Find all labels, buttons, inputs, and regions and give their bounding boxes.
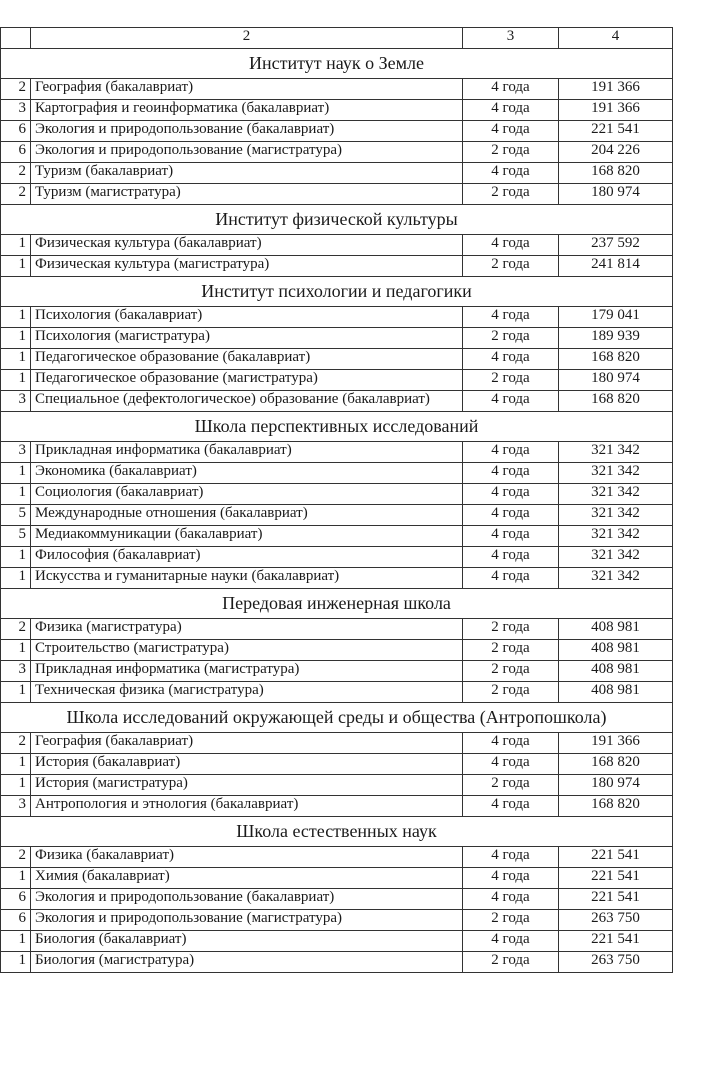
code-cell: 3	[1, 442, 31, 463]
code-cell: 3	[1, 796, 31, 817]
table-row	[1, 547, 673, 568]
duration-cell: 2 года	[463, 619, 559, 640]
code-cell: 1	[1, 931, 31, 952]
col-3-header: 3	[463, 28, 559, 49]
code-cell: 1	[1, 952, 31, 973]
program-name-cell: Психология (магистратура)	[31, 328, 463, 349]
table-row	[1, 640, 673, 661]
price-cell: 321 342	[559, 484, 673, 505]
section-header-row	[1, 49, 673, 79]
duration-cell: 4 года	[463, 463, 559, 484]
code-cell: 1	[1, 547, 31, 568]
program-name-cell: История (магистратура)	[31, 775, 463, 796]
code-cell: 2	[1, 733, 31, 754]
price-cell: 168 820	[559, 163, 673, 184]
table-row	[1, 349, 673, 370]
table-row	[1, 931, 673, 952]
duration-cell: 2 года	[463, 952, 559, 973]
duration-cell: 4 года	[463, 505, 559, 526]
duration-cell: 4 года	[463, 847, 559, 868]
duration-cell: 4 года	[463, 568, 559, 589]
table-row	[1, 100, 673, 121]
program-name-cell: География (бакалавриат)	[31, 733, 463, 754]
code-cell: 6	[1, 910, 31, 931]
program-name-cell: Техническая физика (магистратура)	[31, 682, 463, 703]
price-cell: 321 342	[559, 505, 673, 526]
price-cell: 221 541	[559, 121, 673, 142]
code-cell: 6	[1, 121, 31, 142]
table-row	[1, 505, 673, 526]
section-title: Передовая инженерная школа	[1, 589, 673, 619]
code-cell: 1	[1, 484, 31, 505]
price-cell: 408 981	[559, 619, 673, 640]
program-name-cell: Строительство (магистратура)	[31, 640, 463, 661]
price-cell: 221 541	[559, 868, 673, 889]
program-name-cell: Туризм (магистратура)	[31, 184, 463, 205]
duration-cell: 4 года	[463, 796, 559, 817]
code-cell: 2	[1, 847, 31, 868]
duration-cell: 4 года	[463, 754, 559, 775]
price-cell: 263 750	[559, 910, 673, 931]
program-name-cell: Физическая культура (бакалавриат)	[31, 235, 463, 256]
section-title: Школа исследований окружающей среды и общества (Антропошкола)	[1, 703, 673, 733]
program-name-cell: Физика (магистратура)	[31, 619, 463, 640]
table-row	[1, 484, 673, 505]
program-name-cell: Медиакоммуникации (бакалавриат)	[31, 526, 463, 547]
col-2-header: 2	[31, 28, 463, 49]
table-row	[1, 307, 673, 328]
code-cell: 2	[1, 163, 31, 184]
program-name-cell: Физическая культура (магистратура)	[31, 256, 463, 277]
table-row	[1, 775, 673, 796]
col-1-header	[1, 28, 31, 49]
section-header-row	[1, 589, 673, 619]
price-cell: 179 041	[559, 307, 673, 328]
table-row	[1, 733, 673, 754]
duration-cell: 2 года	[463, 256, 559, 277]
price-cell: 189 939	[559, 328, 673, 349]
program-name-cell: Физика (бакалавриат)	[31, 847, 463, 868]
col-4-header: 4	[559, 28, 673, 49]
code-cell: 1	[1, 256, 31, 277]
duration-cell: 2 года	[463, 184, 559, 205]
price-cell: 191 366	[559, 733, 673, 754]
table-row	[1, 256, 673, 277]
duration-cell: 2 года	[463, 775, 559, 796]
code-cell: 6	[1, 889, 31, 910]
table-row	[1, 184, 673, 205]
code-cell: 1	[1, 463, 31, 484]
duration-cell: 4 года	[463, 349, 559, 370]
duration-cell: 4 года	[463, 868, 559, 889]
code-cell: 5	[1, 526, 31, 547]
program-name-cell: Экология и природопользование (бакалавриат)	[31, 121, 463, 142]
code-cell: 1	[1, 775, 31, 796]
table-row	[1, 328, 673, 349]
code-cell: 1	[1, 868, 31, 889]
price-cell: 221 541	[559, 931, 673, 952]
duration-cell: 4 года	[463, 526, 559, 547]
table-row	[1, 682, 673, 703]
price-cell: 408 981	[559, 661, 673, 682]
program-name-cell: Туризм (бакалавриат)	[31, 163, 463, 184]
table-row	[1, 235, 673, 256]
program-name-cell: Прикладная информатика (бакалавриат)	[31, 442, 463, 463]
section-title: Школа естественных наук	[1, 817, 673, 847]
table-row	[1, 847, 673, 868]
table-row	[1, 121, 673, 142]
program-name-cell: Химия (бакалавриат)	[31, 868, 463, 889]
table-row	[1, 754, 673, 775]
price-cell: 408 981	[559, 640, 673, 661]
price-cell: 321 342	[559, 442, 673, 463]
program-name-cell: Педагогическое образование (магистратура)	[31, 370, 463, 391]
section-title: Институт наук о Земле	[1, 49, 673, 79]
price-cell: 408 981	[559, 682, 673, 703]
duration-cell: 2 года	[463, 910, 559, 931]
duration-cell: 4 года	[463, 79, 559, 100]
section-title: Институт психологии и педагогики	[1, 277, 673, 307]
price-cell: 321 342	[559, 526, 673, 547]
program-name-cell: Прикладная информатика (магистратура)	[31, 661, 463, 682]
code-cell: 3	[1, 661, 31, 682]
code-cell: 3	[1, 391, 31, 412]
table-row	[1, 661, 673, 682]
program-name-cell: Антропология и этнология (бакалавриат)	[31, 796, 463, 817]
table-row	[1, 163, 673, 184]
code-cell: 1	[1, 754, 31, 775]
table-row	[1, 370, 673, 391]
price-cell: 221 541	[559, 889, 673, 910]
tuition-table	[0, 27, 673, 973]
table-row	[1, 463, 673, 484]
duration-cell: 4 года	[463, 121, 559, 142]
table-row	[1, 910, 673, 931]
duration-cell: 4 года	[463, 442, 559, 463]
table-row	[1, 442, 673, 463]
price-cell: 237 592	[559, 235, 673, 256]
price-cell: 191 366	[559, 100, 673, 121]
table-row	[1, 568, 673, 589]
table-row	[1, 391, 673, 412]
program-name-cell: География (бакалавриат)	[31, 79, 463, 100]
code-cell: 1	[1, 640, 31, 661]
duration-cell: 4 года	[463, 163, 559, 184]
price-cell: 321 342	[559, 463, 673, 484]
table-row	[1, 79, 673, 100]
price-cell: 168 820	[559, 796, 673, 817]
code-cell: 3	[1, 100, 31, 121]
duration-cell: 2 года	[463, 328, 559, 349]
section-header-row	[1, 277, 673, 307]
code-cell: 5	[1, 505, 31, 526]
duration-cell: 2 года	[463, 661, 559, 682]
code-cell: 1	[1, 370, 31, 391]
code-cell: 1	[1, 349, 31, 370]
table-row	[1, 142, 673, 163]
duration-cell: 4 года	[463, 235, 559, 256]
duration-cell: 2 года	[463, 640, 559, 661]
code-cell: 1	[1, 682, 31, 703]
program-name-cell: Биология (магистратура)	[31, 952, 463, 973]
table-row	[1, 868, 673, 889]
price-cell: 321 342	[559, 568, 673, 589]
table-row	[1, 952, 673, 973]
section-header-row	[1, 703, 673, 733]
price-cell: 191 366	[559, 79, 673, 100]
table-row	[1, 619, 673, 640]
section-header-row	[1, 205, 673, 235]
program-name-cell: Искусства и гуманитарные науки (бакалавриат)	[31, 568, 463, 589]
duration-cell: 4 года	[463, 547, 559, 568]
duration-cell: 4 года	[463, 733, 559, 754]
duration-cell: 2 года	[463, 682, 559, 703]
program-name-cell: Картография и геоинформатика (бакалавриат)	[31, 100, 463, 121]
price-cell: 204 226	[559, 142, 673, 163]
code-cell: 1	[1, 235, 31, 256]
code-cell: 2	[1, 619, 31, 640]
price-cell: 180 974	[559, 370, 673, 391]
price-cell: 180 974	[559, 184, 673, 205]
section-header-row	[1, 817, 673, 847]
code-cell: 1	[1, 568, 31, 589]
duration-cell: 4 года	[463, 307, 559, 328]
code-cell: 1	[1, 307, 31, 328]
duration-cell: 4 года	[463, 484, 559, 505]
price-cell: 321 342	[559, 547, 673, 568]
table-row	[1, 796, 673, 817]
duration-cell: 4 года	[463, 100, 559, 121]
program-name-cell: Специальное (дефектологическое) образование (бакалавриат)	[31, 391, 463, 412]
section-header-row	[1, 412, 673, 442]
table-row	[1, 889, 673, 910]
program-name-cell: История (бакалавриат)	[31, 754, 463, 775]
price-cell: 221 541	[559, 847, 673, 868]
program-name-cell: Психология (бакалавриат)	[31, 307, 463, 328]
section-title: Школа перспективных исследований	[1, 412, 673, 442]
duration-cell: 4 года	[463, 931, 559, 952]
duration-cell: 2 года	[463, 142, 559, 163]
table-row	[1, 526, 673, 547]
code-cell: 6	[1, 142, 31, 163]
code-cell: 2	[1, 79, 31, 100]
program-name-cell: Экология и природопользование (магистратура)	[31, 142, 463, 163]
program-name-cell: Социология (бакалавриат)	[31, 484, 463, 505]
section-title: Институт физической культуры	[1, 205, 673, 235]
price-cell: 168 820	[559, 391, 673, 412]
program-name-cell: Экология и природопользование (магистратура)	[31, 910, 463, 931]
program-name-cell: Международные отношения (бакалавриат)	[31, 505, 463, 526]
program-name-cell: Философия (бакалавриат)	[31, 547, 463, 568]
program-name-cell: Педагогическое образование (бакалавриат)	[31, 349, 463, 370]
price-cell: 241 814	[559, 256, 673, 277]
program-name-cell: Биология (бакалавриат)	[31, 931, 463, 952]
price-cell: 168 820	[559, 349, 673, 370]
column-number-row	[1, 28, 673, 49]
price-cell: 263 750	[559, 952, 673, 973]
code-cell: 2	[1, 184, 31, 205]
duration-cell: 4 года	[463, 391, 559, 412]
duration-cell: 2 года	[463, 370, 559, 391]
duration-cell: 4 года	[463, 889, 559, 910]
program-name-cell: Экономика (бакалавриат)	[31, 463, 463, 484]
price-cell: 168 820	[559, 754, 673, 775]
program-name-cell: Экология и природопользование (бакалавриат)	[31, 889, 463, 910]
code-cell: 1	[1, 328, 31, 349]
price-cell: 180 974	[559, 775, 673, 796]
